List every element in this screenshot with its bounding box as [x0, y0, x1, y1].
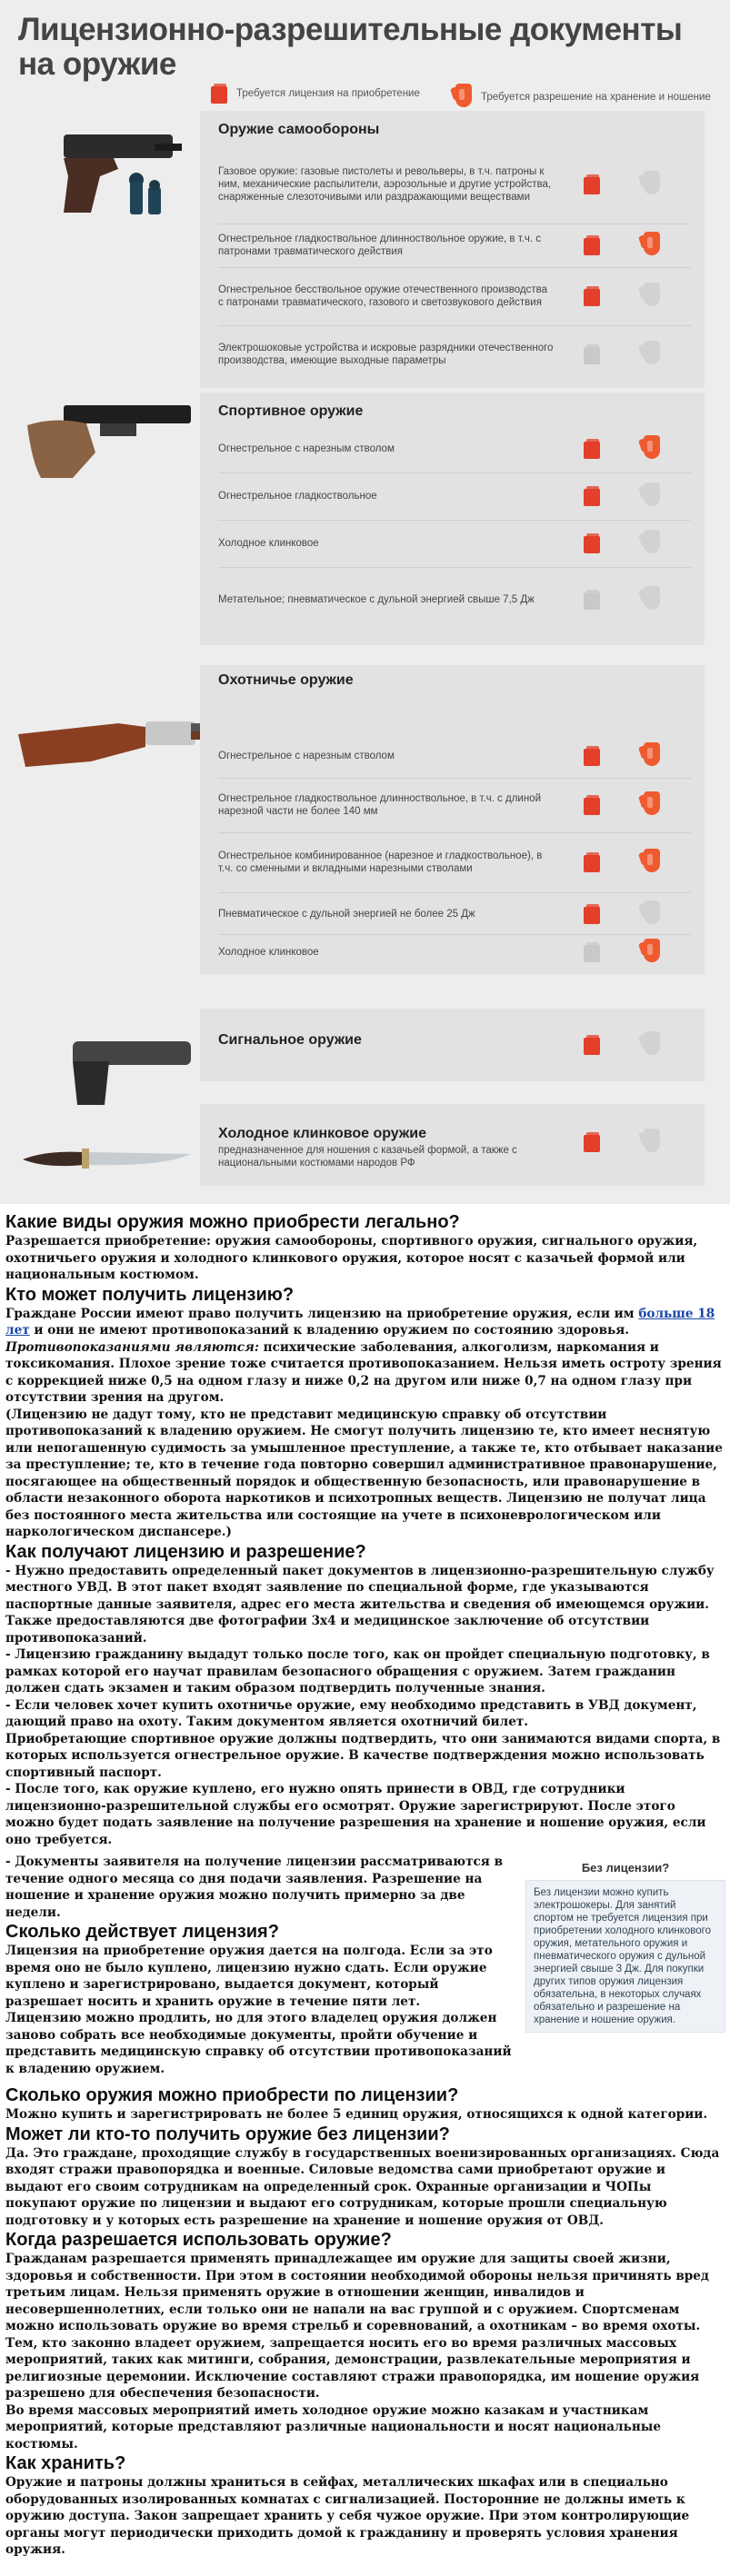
- heading-storage: Как хранить?: [5, 2453, 126, 2473]
- heading-license-duration: Сколько действует лицензия?: [5, 1922, 279, 1942]
- row-electroshock: Электрошоковые устройства и искровые разрядники отечественного производства, имеющие выходные параметры: [218, 329, 730, 380]
- license-icon: [209, 84, 229, 104]
- paragraph: Граждане России имеют право получить лицензию на приобретение оружия, если им больше 18 лет и они не имеют противопоказаний к владению оружием по состоянию здоровья. Противопоказаниями являются: психические заболевания, алкоголизм, наркомания и токсикомания. Плохое зрение тоже считается противопоказанием. Нельзя иметь остроту зрения с коррекцией ниже 0,5 на одном глазу и ниже 0,2 на другом или ниже 0,7 на одном глазу при отсутствии зрения на другом.: [5, 1306, 722, 1405]
- holster-icon: [638, 849, 662, 876]
- paragraph: Разрешается приобретение: оружия самообороны, спортивного оружия, сигнального оружия, охотничьего оружия и холодного клинкового оружия, которое носят с казачьей формой или национальным костюмом.: [5, 1234, 698, 1282]
- license-icon: [582, 590, 602, 610]
- holster-icon: [638, 791, 662, 819]
- row-sport-pneumatic: Метательное; пневматическое с дульной энергией свыше 7,5 Дж: [218, 574, 730, 625]
- legend-permit: Требуется разрешение на хранение и ношение: [450, 84, 711, 111]
- license-icon: [582, 286, 602, 306]
- row-signal: [218, 1025, 730, 1065]
- sidebar-without-license: [525, 1861, 725, 2033]
- paragraph: - Лицензию гражданину выдадут только после того, как он пройдет специальную подготовку, в рамках которой его научат правилам безопасного обращения с оружием. Затем гражданин должен сдать экзамен и таким образом подтвердить полученные знания.: [5, 1647, 710, 1696]
- license-icon: [582, 1035, 602, 1055]
- row-smoothbore-long: Огнестрельное гладкоствольное длинноствольное оружие, в т.ч. с патронами травматического действия: [218, 225, 730, 265]
- license-icon: [582, 746, 602, 766]
- paragraph: (Лицензию не дадут тому, кто не представит медицинскую справку об отсутствии противопоказаний к владению оружием. Не смогут получить лицензию те, кто имеет неснятую или непогашенную судимость за умышленное преступление, а также те, кто отбывает наказание за преступление; те, кто в течение года повторно совершил административное правонарушение, посягающее на общественный порядок и общественную безопасность, или правонарушение в области незаконного оборота наркотиков и психотропных веществ. Лицензию не получат лица без постоянного места жительства или состоящие на учете в психоневрологическом или наркологическом диспансере.): [5, 1407, 723, 1539]
- paragraph: Во время массовых мероприятий иметь холодное оружие можно казакам и участникам мероприятий, которые представляют различные национальности и носят национальные костюмы.: [5, 2402, 662, 2452]
- row-hunting-pneumatic: Пневматическое с дульной энергией не более 25 Дж: [218, 894, 730, 934]
- sidebar-text: Без лицензии можно купить электрошокеры. Для занятий спортом не требуется лицензия при приобретении холодного клинкового оружия, метательного оружия и пневматического оружия с дульной энергией свыше 3 Дж. Для покупки других типов оружия лицензия обязательна, в некоторых случаях обязательно и разрешение на хранение и ношение оружия.: [525, 1880, 725, 2033]
- holster-icon: [638, 435, 662, 462]
- license-icon: [582, 235, 602, 255]
- row-hunting-rifled: Огнестрельное с нарезным стволом: [218, 736, 730, 776]
- section-hunting: Охотничье оружие Огнестрельное с нарезным стволом Огнестрельное гладкоствольное длинноствольное, в т.ч. с длиной нарезной части не более 140 мм Огнестрельное комбинированное (нарезное и гладкоствольное), в т.ч. со сменными и вкладными нарезными стволами Пневматическое с дульной энергией не более 25 Дж Холодное клинковое: [0, 665, 730, 974]
- holster-icon: [638, 742, 662, 770]
- row-hunting-smoothbore: Огнестрельное гладкоствольное длинноствольное, в т.ч. с длиной нарезной части не более 140 мм: [218, 781, 730, 829]
- holster-icon: [638, 482, 662, 510]
- license-icon: [582, 795, 602, 815]
- paragraph: Гражданам разрешается применять принадлежащее им оружие для защиты своей жизни, здоровья и собственности. При этом в состоянии необходимой обороны нельзя причинять вред третьим лицам. Нельзя применять оружие в отношении женщин, инвалидов и несовершеннолетних, если только они не напали на вас группой и с оружием. Спортсменам можно использовать оружие во время стрельб и соревнований, а охотникам – во время охоты.: [5, 2252, 709, 2333]
- license-icon: [582, 852, 602, 872]
- license-icon: [582, 486, 602, 506]
- row-sport-rifled: Огнестрельное с нарезным стволом: [218, 429, 730, 469]
- holster-icon: [638, 341, 662, 368]
- heading-when-use: Когда разрешается использовать оружие?: [5, 2230, 392, 2250]
- paragraph: Оружие и патроны должны храниться в сейфах, металлических шкафах или в специально оборудованных изолированных комнатах с сигнализацией. Посторонние не должны иметь к оружию доступа. Закон запрещает хранить у себя чужое оружие. При этом контролирующие органы могут периодически приходить домой к гражданину и проверять условия хранения оружия.: [5, 2475, 690, 2557]
- paragraph: - Нужно предоставить определенный пакет документов в лицензионно-разрешительную службу местного УВД. В этот пакет входят заявление по специальной форме, где указываются паспортные данные заявителя, адрес его места жительства и сведения об имеющемся оружии. Также предоставляются две фотографии 3х4 и медицинское заключение об отсутствии противопоказаний.: [5, 1563, 715, 1646]
- section-cold-blade: Холодное клинковое оружие предназначенное для ношения с казачьей формой, а также с национальными костюмами народов РФ: [0, 1104, 730, 1186]
- paragraph: - После того, как оружие куплено, его нужно опять принести в ОВД, где сотрудники лицензионно-разрешительной службы его осмотрят. Оружие зарегистрируют. После этого можно будет подать заявление на получение разрешения на хранение и ношение оружия, если оно требуется.: [5, 1782, 706, 1847]
- paragraph: Можно купить и зарегистрировать не более 5 единиц оружия, относящихся к одной категории.: [5, 2107, 708, 2122]
- sidebar-title: Без лицензии?: [581, 1861, 670, 1875]
- infographic: [0, 0, 730, 1204]
- heading-legal-types: Какие виды оружия можно приобрести легально?: [5, 1212, 460, 1232]
- infographic-title: Лицензионно-разрешительные документы на оружие: [18, 12, 683, 82]
- age-link[interactable]: больше 18 лет: [5, 1306, 715, 1338]
- paragraph: Лицензия на приобретение оружия дается на полгода. Если за это время оно не было куплено, лицензию нужно сдать. Если оружие куплено и зарегистрировано, выдается документ, который разрешает носить и хранить оружие в течение пяти лет.: [5, 1944, 493, 2009]
- row-hunting-blade: Холодное клинковое: [218, 932, 730, 972]
- license-icon: [582, 439, 602, 459]
- license-icon: [582, 533, 602, 553]
- section-signal: Сигнальное оружие: [0, 1009, 730, 1081]
- holster-icon: [638, 232, 662, 259]
- holster-icon: [638, 1129, 662, 1156]
- license-icon: [582, 174, 602, 194]
- row-barrelless: Огнестрельное бесствольное оружие отечественного производства с патронами травматического, газового и светозвукового действия: [218, 271, 730, 322]
- holster-icon: [638, 900, 662, 928]
- heading-without-license: Может ли кто-то получить оружие без лицензии?: [5, 2123, 450, 2144]
- license-icon: [582, 942, 602, 962]
- holster-icon: [638, 530, 662, 557]
- paragraph: - Документы заявителя на получение лицензии рассматриваются в течение одного месяца со дня подачи заявления. Разрешение на ношение и хранение оружия можно получить примерно за две недели.: [5, 1855, 504, 1920]
- heading-how-many: Сколько оружия можно приобрести по лицензии?: [5, 2085, 459, 2105]
- license-icon: [582, 1132, 602, 1152]
- paragraph: - Если человек хочет купить охотничье оружие, ему необходимо представить в УВД документ, дающий право на охоту. Таким документом является охотничий билет.: [5, 1697, 697, 1729]
- holster-icon: [638, 586, 662, 613]
- row-sport-smoothbore: Огнестрельное гладкоствольное: [218, 476, 730, 516]
- row-sport-blade: Холодное клинковое: [218, 523, 730, 563]
- legend-license: Требуется лицензия на приобретение: [209, 84, 420, 104]
- paragraph: Лицензию можно продлить, но для этого владелец оружия должен заново собрать все необходимые документы, пройти обучение и представить медицинскую справку об отсутствии противопоказаний к владению оружием.: [5, 2011, 512, 2076]
- paragraph: Да. Это граждане, проходящие службу в государственных военизированных организациях. Сюда входят стражи правопорядка и военные. Силовые ведомства сами приобретают оружие и выдают его своим сотрудникам на определенный срок. Охранные организации и ЧОПы покупают оружие по лицензии и выдают его сотрудникам, которые прошли специальную подготовку и у которых есть разрешение на хранение и ношение оружия от ОВД.: [5, 2145, 720, 2228]
- row-cold-blade: [218, 1122, 730, 1162]
- section-sport: Спортивное оружие Огнестрельное с нарезным стволом Огнестрельное гладкоствольное Холодное клинковое Метательное; пневматическое с дульной энергией свыше 7,5 Дж: [0, 393, 730, 645]
- heading-who-can-get: Кто может получить лицензию?: [5, 1284, 295, 1305]
- paragraph: Тем, кто законно владеет оружием, запрещается носить его во время различных массовых мероприятий, таких как митинги, собрания, демонстрации, развлекательные мероприятия и религиозные церемонии. Исключение составляют стражи правопорядка, им ношение оружия разрешено для обеспечения безопасности.: [5, 2335, 700, 2401]
- holster-icon: [638, 939, 662, 966]
- holster-icon: [638, 171, 662, 198]
- paragraph: Приобретающие спортивное оружие должны подтвердить, что они занимаются видами спорта, в которых используется огнестрельное оружие. В качестве подтверждения можно использовать спортивный паспорт.: [5, 1731, 721, 1780]
- holster-icon: [638, 283, 662, 310]
- license-icon: [582, 904, 602, 924]
- heading-how-to-get: Как получают лицензию и разрешение?: [5, 1541, 366, 1562]
- holster-icon: [450, 84, 474, 111]
- license-icon: [582, 344, 602, 364]
- holster-icon: [638, 1031, 662, 1059]
- row-gas-weapon: Газовое оружие: газовые пистолеты и револьверы, в т.ч. патроны к ним, механические распылители, аэрозольные и другие устройства, снаряженные слезоточивыми или раздражающими веществами: [218, 149, 730, 220]
- row-hunting-combined: Огнестрельное комбинированное (нарезное и гладкоствольное), в т.ч. со сменными и вкладными нарезными стволами: [218, 834, 730, 890]
- section-self-defense: Оружие самообороны Газовое оружие: газовые пистолеты и револьверы, в т.ч. патроны к ним, механические распылители, аэрозольные и другие устройства, снаряженные слезоточивыми или раздражающими веществами Огнестрельное гладкоствольное длинноствольное оружие, в т.ч. с патронами травматического действия Огнестрельное бесствольное оружие отечественного производства с патронами травматического, газового и светозвукового действия Электрошоковые устройства и искровые разрядники отечественного производства, имеющие выходные параметры: [0, 111, 730, 388]
